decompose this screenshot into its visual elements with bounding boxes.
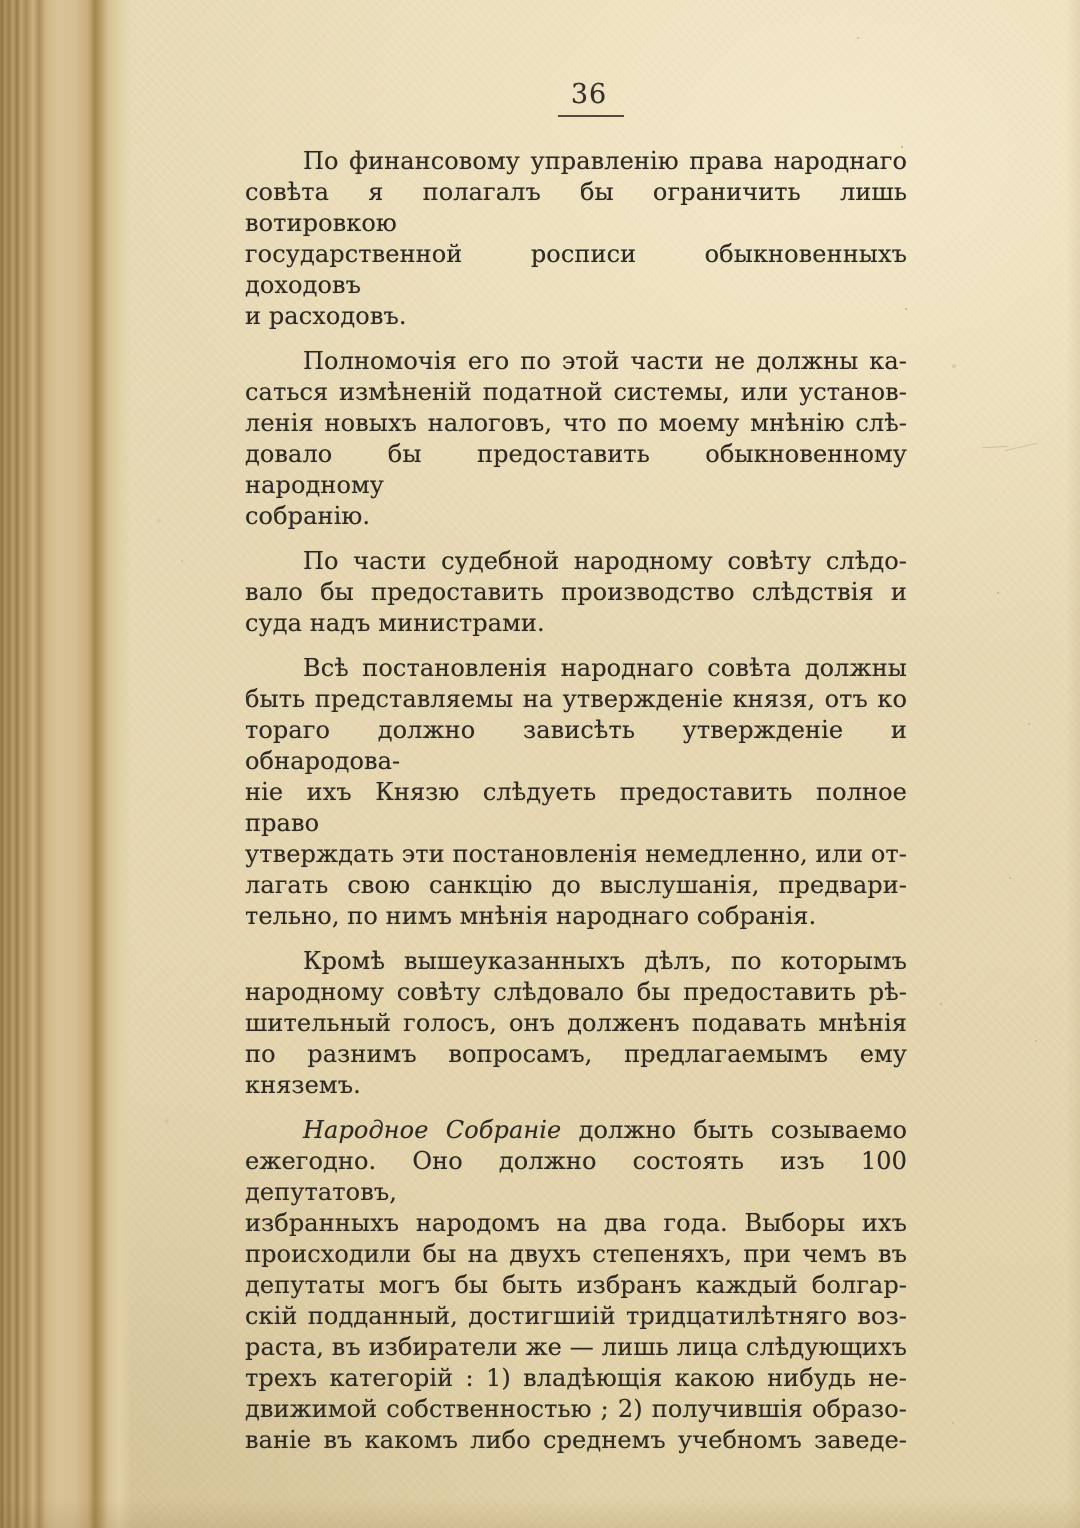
page-header (543, 80, 635, 117)
text-line: происходили бы на двухъ степеняхъ, при чемъ въ (245, 1240, 907, 1268)
text-line: и расходовъ. (245, 302, 407, 330)
text-line: Полномочія его по этой части не должны ка- (303, 347, 907, 375)
text-line: вало бы предоставить производство слѣдствія и (245, 578, 907, 606)
text-line (245, 1115, 907, 1146)
paper-specks (0, 0, 2, 2)
text-line: по разнимъ вопросамъ, предлагаемымъ ему княземъ. (245, 1040, 907, 1099)
text-line: По финансовому управленію права народнаго (303, 147, 907, 175)
text-line: трехъ категорій : 1) владѣющія какою нибудь не- (245, 1364, 907, 1392)
text-line: саться измѣненій податной системы, или установ- (245, 378, 907, 406)
paragraph (245, 653, 907, 932)
text-line: ніе ихъ Князю слѣдуеть предоставить полное право (245, 778, 907, 837)
text-line: Кромѣ вышеуказанныхъ дѣлъ, по которымъ (303, 947, 907, 975)
text-line: ваніе въ какомъ либо среднемъ учебномъ заведе- (245, 1426, 907, 1454)
text-line: скій подданный, достигшиій тридцатилѣтняго воз- (245, 1302, 907, 1330)
text-block (245, 146, 907, 1456)
text-line: ежегодно. Оно должно состоять изъ 100 депутатовъ, (245, 1147, 907, 1206)
text-line: государственной росписи обыкновенныхъ доходовъ (245, 240, 907, 299)
text-line: лагать свою санкцію до выслушанія, предвари- (245, 871, 907, 899)
text-line: Всѣ постановленія народнаго совѣта должны (303, 654, 907, 682)
text-line: довало бы предоставить обыкновенному народному (245, 440, 907, 499)
text-line: шительный голосъ, онъ долженъ подавать мнѣнія (245, 1009, 907, 1037)
text-line: суда надъ министрами. (245, 609, 545, 637)
binding-edge (0, 0, 132, 1528)
page-number: 36 (570, 79, 608, 110)
text-line: тораго должно зависѣть утвержденіе и обнародова- (245, 716, 907, 775)
text-line: тельно, по нимъ мнѣнія народнаго собранія. (245, 902, 817, 930)
page-bottom-shade (0, 1498, 1080, 1528)
paragraph (245, 146, 907, 332)
text-line: собранію. (245, 502, 371, 530)
text-line: раста, въ избиратели же — лишь лица слѣдующихъ (245, 1333, 907, 1361)
text-line: ленія новыхъ налоговъ, что по моему мнѣнію слѣ- (245, 409, 907, 437)
margin-smudge (981, 436, 1040, 459)
text-line: быть представляемы на утвержденіе князя, отъ ко (245, 685, 907, 713)
paragraph (245, 546, 907, 639)
text-line: совѣта я полагалъ бы ограничить лишь вотировкою (245, 178, 907, 237)
page-right-shade (1066, 0, 1080, 1528)
text-line: избранныхъ народомъ на два года. Выборы ихъ (245, 1209, 907, 1237)
page-number-rule (558, 115, 624, 117)
paragraph (245, 346, 907, 532)
paragraph (245, 1115, 907, 1456)
text-line: депутаты могъ бы быть избранъ каждый болгар- (245, 1271, 907, 1299)
text-line: движимой собственностью ; 2) получившія образо- (245, 1395, 907, 1423)
line-text: должно быть созываемо (561, 1116, 908, 1144)
text-line: По части судебной народному совѣту слѣдо- (303, 547, 907, 575)
paragraph (245, 946, 907, 1101)
italic-lead-text: Народное Собраніе (303, 1116, 562, 1144)
text-line: народному совѣту слѣдовало бы предоставить рѣ- (245, 978, 907, 1006)
text-line: утверждать эти постановленія немедленно, или от- (245, 840, 907, 868)
